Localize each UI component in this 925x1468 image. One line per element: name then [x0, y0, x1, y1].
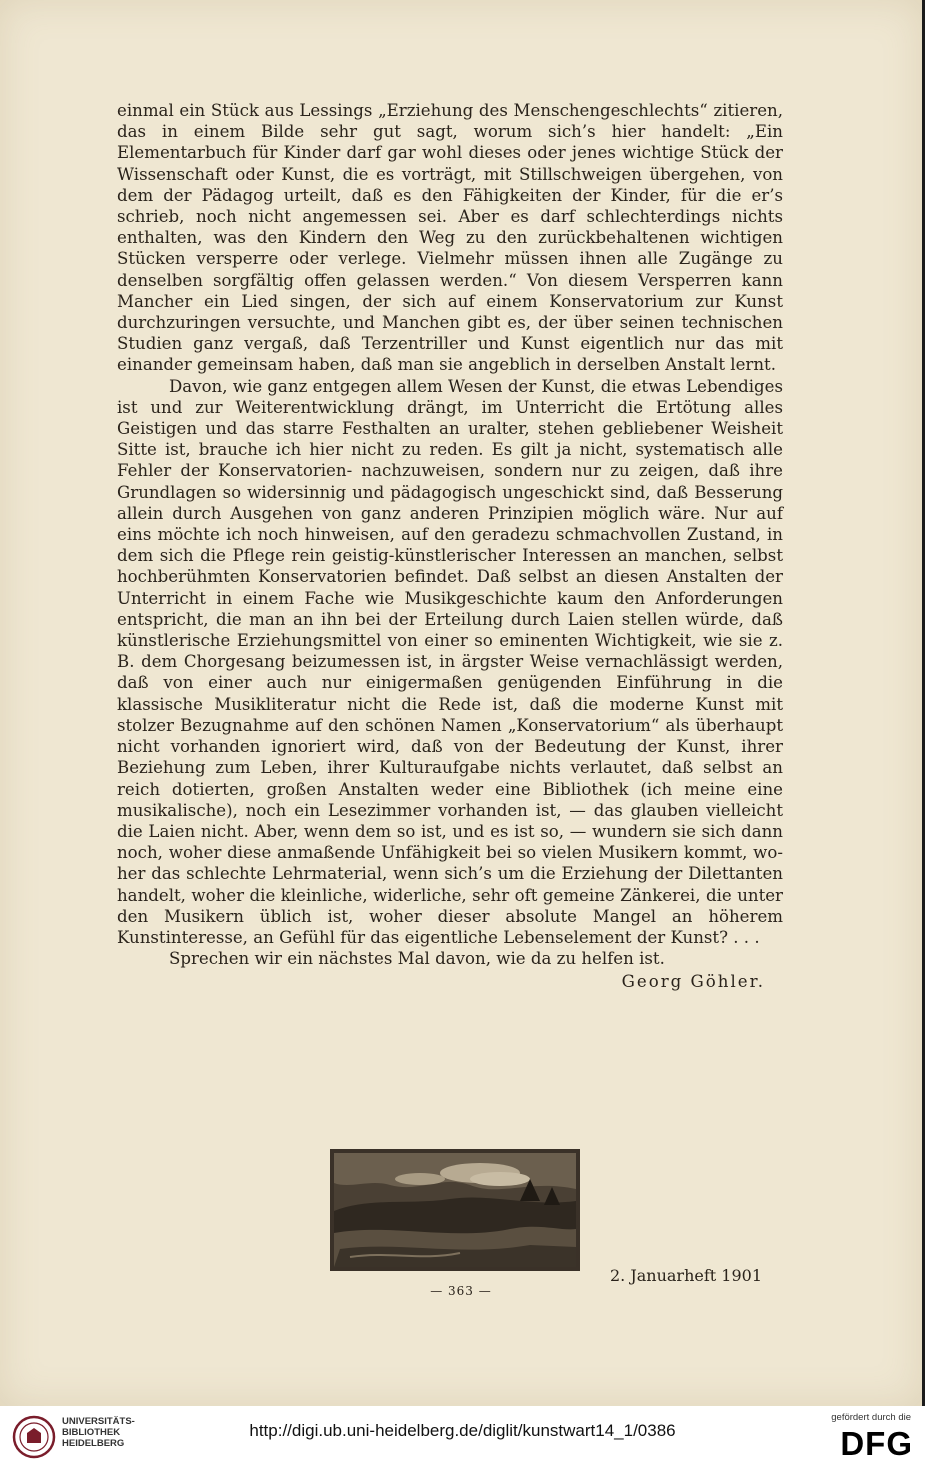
page-number: — 363 —: [430, 1284, 492, 1298]
paragraph-3: Sprechen wir ein nächstes Mal davon, wie da zu helfen ist.: [169, 949, 665, 969]
viewer-footer: [0, 1406, 925, 1468]
funding-note: gefördert durch die: [831, 1412, 911, 1423]
paragraph-1: einmal ein Stück aus Lessings „Erziehung des Menschengeschlechts“ zitieren, das in einem Bilde sehr gut sagt, worum sich’s hier handelt: „Ein Elementarbuch für Kinder darf gar wohl dieses oder jenes wichtige Stück der Wissenschaft oder Kunst, die es vorträgt, mit Stillschweigen übergehen, von dem der Pädagog urteilt, daß es den Fähigkeiten der Kinder, für die er’s schrieb, noch nicht angemessen sei. Aber es darf schlechterdings nichts enthalten, was den Kindern den Weg zu den zurückbehaltenen wichtigen Stücken versperre oder verlege. Vielmehr müssen ihnen alle Zugänge zu denselben sorgfältig offen gelassen werden.“ Von diesem Versperren kann Mancher ein Lied singen, der sich auf einem Konservatorium zur Kunst durchzuringen versuchte, und Manchen gibt es, der über seinen technischen Studien ganz vergaß, daß Terzentriller und Kunst eigentlich nur das mit einander gemeinsam haben, daß man sie angeblich in derselben Anstalt lernt.: [117, 101, 783, 375]
paragraph-2: Davon, wie ganz entgegen allem Wesen der Kunst, die etwas Lebendiges ist und zur Weiterentwicklung drängt, im Unterricht die Ertötung alles Geistigen und das starre Festhalten an uralter, stehen gebliebener Weisheit Sitte ist, brauche ich hier nicht zu reden. Es gilt ja nicht, systematisch alle Fehler der Konservatorien- nachzuweisen, sondern nur zu zeigen, daß ihre Grundlagen so widersinnig und pädagogisch ungeschickt sind, daß Besserung allein durch Ausgehen von ganz anderen Prinzipien möglich wäre. Nur auf eins möchte ich noch hinweisen, auf den geradezu schmachvollen Zustand, in dem sich die Pflege rein geistig-künstlerischer Interessen an manchen, selbst hochberühmten Konservatorien befindet. Daß selbst an diesen Anstalten der Unterricht in einem Fache wie Musikgeschichte kaum den Anforderungen entspricht, die man an ihn bei der Erteilung durch Laien stellen würde, daß künstlerische Erziehungsmittel von einer so eminenten Wichtigkeit, wie sie z. B. dem Chorgesang beizumessen ist, in ärgster Weise vernachlässigt werden, daß von einer auch nur einigermaßen genügenden Einführung in die klassische Musikliteratur nicht die Rede ist, daß die moderne Kunst mit stolzer Bezugnahme auf den schönen Namen „Konservatorium“ als überhaupt nicht vorhanden ignoriert wird, daß von der Bedeutung der Kunst, ihrer Beziehung zum Leben, ihrer Kulturaufgabe nichts verlautet, daß selbst an reich dotierten, großen Anstalten weder eine Bibliothek (ich meine eine musikalische), noch ein Lesezimmer vorhanden ist, — das glauben vielleicht die Laien nicht. Aber, wenn dem so ist, und es ist so, — wundern sie sich dann noch, woher diese anmaßende Unfähigkeit bei so vielen Musikern kommt, woher das schlechte Lehrmaterial, wenn sich’s um die Erziehung der Dilettanten handelt, woher die kleinliche, widerliche, sehr oft gemeine Zänkerei, die unter den Musikern üblich ist, woher dieser absolute Mangel an höherem Kunstinteresse, an Gefühl für das eigentliche Lebenselement der Kunst? . . .: [117, 376, 783, 947]
author-signature: Georg Göhler.: [621, 972, 765, 992]
dfg-logo: DFG: [840, 1425, 913, 1462]
article-body: [117, 100, 783, 993]
library-name-line: UNIVERSITÄTS-: [62, 1416, 135, 1427]
permalink-url[interactable]: http://digi.ub.uni-heidelberg.de/diglit/kunstwart14_1/0386: [249, 1421, 676, 1440]
landscape-woodcut-illustration: [330, 1149, 580, 1271]
issue-line: 2. Januarheft 1901: [609, 1266, 762, 1285]
library-name-line: HEIDELBERG: [62, 1438, 125, 1449]
library-name-line: BIBLIOTHEK: [62, 1427, 121, 1438]
